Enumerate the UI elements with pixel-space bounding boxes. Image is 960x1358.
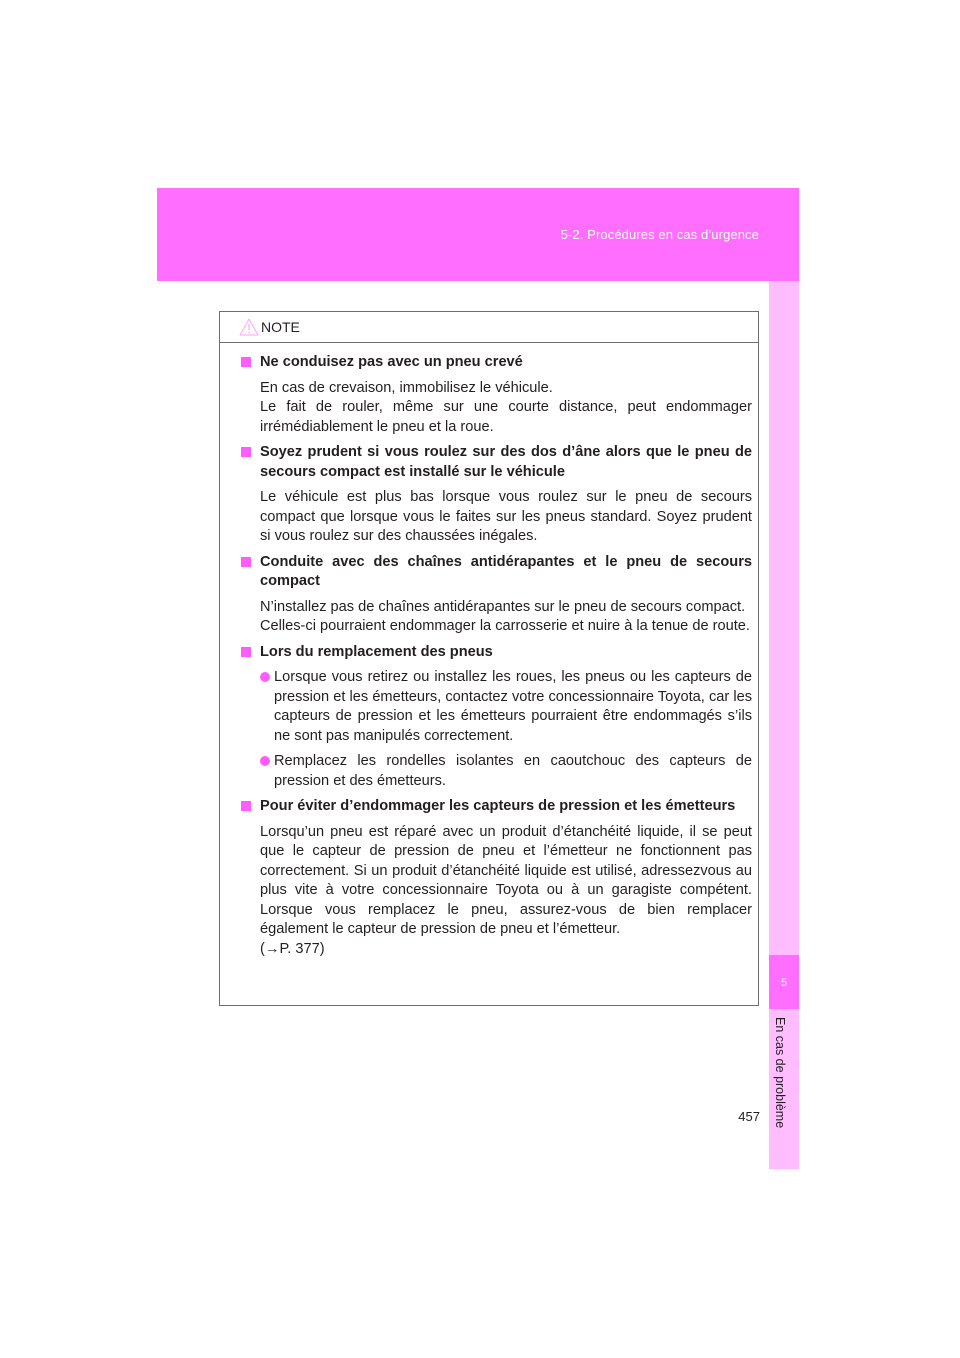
warning-icon [239,318,259,336]
square-bullet-icon [241,557,251,567]
note-section [240,643,752,792]
note-section [240,553,752,637]
note-section [240,443,752,547]
section-heading: Lors du remplacement des pneus [240,643,752,663]
section-heading: Ne conduisez pas avec un pneu crevé [240,353,752,373]
square-bullet-icon [241,647,251,657]
note-title: NOTE [261,319,300,335]
section-text: N’installez pas de chaînes antidérapantes sur le pneu de secours compact. Celles-ci pourraient endommager la carrosserie et nuire à la tenue de route. [260,598,750,634]
note-box [219,311,759,1006]
page-number: 457 [738,1109,760,1124]
list-item: Remplacez les rondelles isolantes en caoutchouc des capteurs de pression et des émetteurs. [240,752,752,791]
square-bullet-icon [241,801,251,811]
section-text: Le véhicule est plus bas lorsque vous roulez sur le pneu de secours compact que lorsque vous le faites sur les pneus standard. Soyez prudent si vous roulez sur des chaussées inégales. [260,489,752,544]
list-item: Lorsque vous retirez ou installez les roues, les pneus ou les capteurs de pression et les émetteurs, contactez votre concessionnaire Toyota, car les capteurs de pression et les émetteurs pourraient être endommagés s’ils ne sont pas manipulés correctement. [240,668,752,746]
section-text: En cas de crevaison, immobilisez le véhicule. Le fait de rouler, même sur une courte distance, peut endommager irrémédiablement le pneu et la roue. [260,379,752,435]
square-bullet-icon [241,447,251,457]
section-heading: Conduite avec des chaînes antidérapantes et le pneu de secours compact [240,553,752,592]
square-bullet-icon [241,357,251,367]
circle-bullet-icon [260,756,270,766]
header-band [157,188,799,281]
note-body [220,343,758,959]
chapter-number: 5 [780,977,788,989]
section-text: Lorsqu’un pneu est réparé avec un produit d’étanchéité liquide, il se peut que le capteur de pression de pneu et l’émetteur ne fonctionnent pas correctement. Si un produit d’étanchéité liquide est utilisé, adressezvous au plus vite à votre concessionnaire Toyota ou à un garagiste compétent. Lorsque vous remplacez le pneu, assurez-vous de bien remplacer également le capteur de pression de pneu et l’émetteur. (→P. 377) [260,823,752,957]
section-title: 5-2. Procédures en cas d’urgence [560,227,759,242]
chapter-number-tab [769,955,799,1009]
note-section [240,797,752,959]
chapter-label: En cas de problème [773,1017,787,1129]
circle-bullet-icon [260,672,270,682]
section-heading: Pour éviter d’endommager les capteurs de pression et les émetteurs [240,797,752,817]
note-header [220,312,758,343]
section-heading: Soyez prudent si vous roulez sur des dos d’âne alors que le pneu de secours compact est installé sur le véhicule [240,443,752,482]
note-section [240,353,752,437]
